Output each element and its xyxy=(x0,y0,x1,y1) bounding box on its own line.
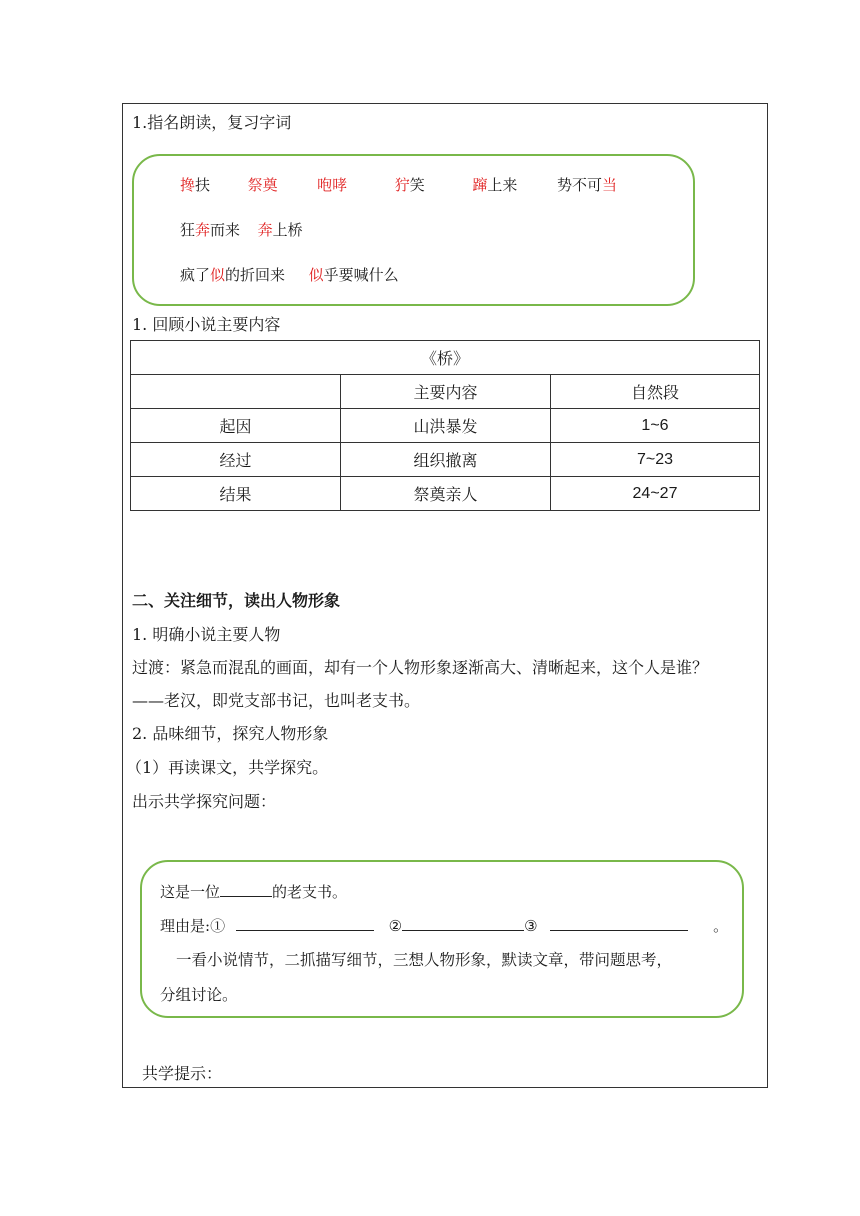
table-cell: 组织撤离 xyxy=(341,443,551,477)
summary-heading: 1. 回顾小说主要内容 xyxy=(132,315,281,334)
vocab-row-2: 狂奔而来 奔上桥 xyxy=(180,221,303,239)
reason-blank-1 xyxy=(236,914,374,931)
table-cell: 7~23 xyxy=(551,443,760,477)
vocab-word: 势不可当 xyxy=(556,176,617,194)
vocab-word: 搀扶 xyxy=(180,176,211,194)
table-title: 《桥》 xyxy=(131,341,760,375)
table-row xyxy=(131,443,760,477)
section-2-title: 二、关注细节，读出人物形象 xyxy=(132,591,341,610)
vocab-word: 蹿上来 xyxy=(472,176,518,194)
question-line-2: 理由是:① ② ③ 。 xyxy=(160,914,728,937)
vocab-word: 咆哮 xyxy=(317,176,348,194)
table-cell: 1~6 xyxy=(551,409,760,443)
s2-transition: 过渡：紧急而混乱的画面，却有一个人物形象逐渐高大、清晰起来，这个人是谁？ xyxy=(132,658,709,677)
vocab-row-1 xyxy=(180,174,617,196)
review-heading: 1.指名朗读，复习字词 xyxy=(132,113,292,132)
table-header-cell xyxy=(131,375,341,409)
table-cell: 24~27 xyxy=(551,477,760,511)
table-cell: 起因 xyxy=(131,409,341,443)
table-row xyxy=(131,477,760,511)
question-line-1: 这是一位 的老支书。 xyxy=(160,880,347,903)
vocab-word: 祭奠 xyxy=(247,176,278,194)
s2-show: 出示共学探究问题： xyxy=(132,792,277,811)
table-header-row xyxy=(131,375,760,409)
table-header-cell: 主要内容 xyxy=(341,375,551,409)
table-row xyxy=(131,409,760,443)
summary-table xyxy=(130,340,760,511)
question-line-3: 一看小说情节，二抓描写细节，三想人物形象，默读文章，带问题思考， xyxy=(176,951,673,969)
table-cell: 山洪暴发 xyxy=(341,409,551,443)
s2-item-2: 2. 品味细节，探究人物形象 xyxy=(132,724,329,743)
table-cell: 结果 xyxy=(131,477,341,511)
s2-item-1: 1. 明确小说主要人物 xyxy=(132,625,281,644)
hint-label: 共学提示： xyxy=(142,1064,223,1083)
reason-blank-2 xyxy=(402,914,524,931)
reason-blank-3 xyxy=(550,914,688,931)
question-line-4: 分组讨论。 xyxy=(160,986,238,1004)
table-cell: 经过 xyxy=(131,443,341,477)
answer-blank xyxy=(220,880,272,897)
table-header-cell: 自然段 xyxy=(551,375,760,409)
vocab-row-3: 疯了似的折回来 似乎要喊什么 xyxy=(180,266,399,284)
s2-answer: ——老汉，即党支部书记，也叫老支书。 xyxy=(132,691,421,710)
s2-sub-1: （1）再读课文，共学探究。 xyxy=(126,758,329,777)
vocab-word: 狞笑 xyxy=(394,176,425,194)
table-cell: 祭奠亲人 xyxy=(341,477,551,511)
